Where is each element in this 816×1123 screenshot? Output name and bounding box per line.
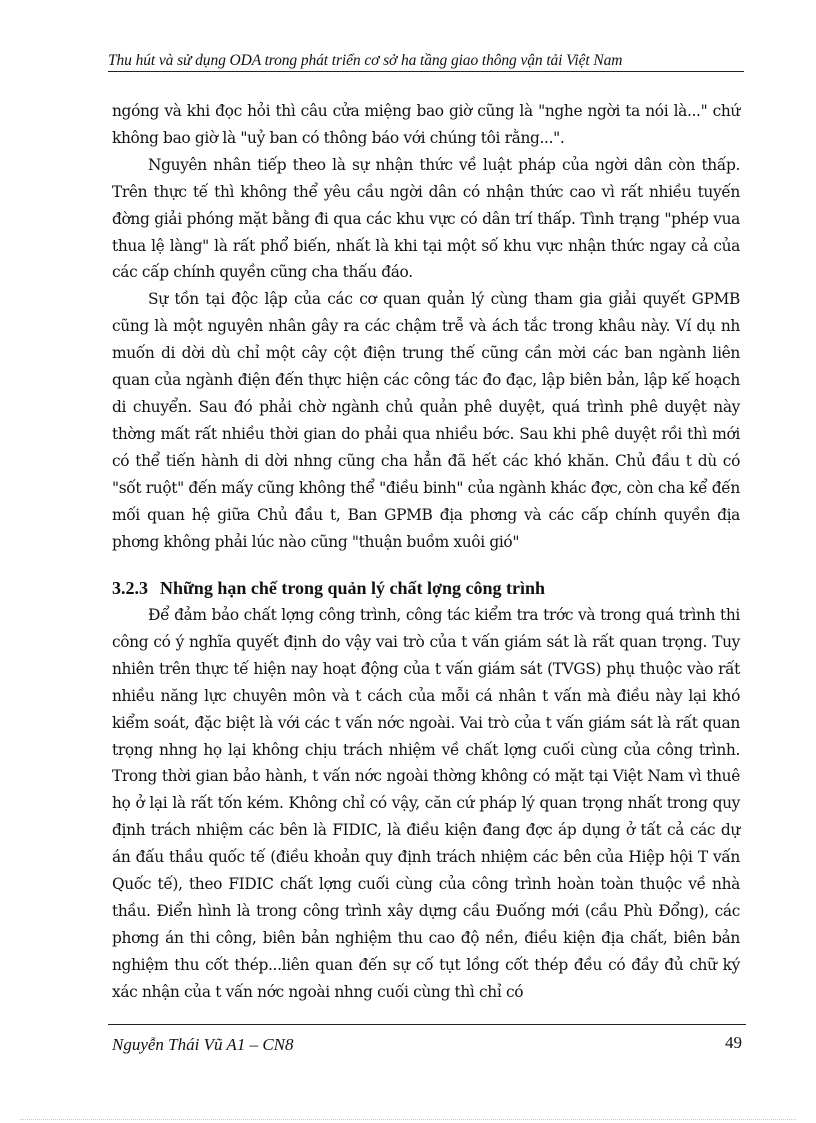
running-header: Thu hút và sử dụng ODA trong phát triển cơ sở ha tầng giao thông vận tải Việt Nam	[108, 52, 623, 69]
header-divider	[108, 71, 744, 72]
paragraph: Nguyên nhân tiếp theo là sự nhận thức về luật pháp của ngời dân còn thấp. Trên thực tế thì không thể yêu cầu ngời dân có nhận thức cao vì rất nhiều tuyến đờng giải phóng mặt bằng đi qua các khu vực có dân trí thấp. Tình trạng "phép vua thua lệ làng" là rất phổ biến, nhất là khi tại một số khu vực nhận thức ngay cả của các cấp chính quyền cũng cha thấu đáo.	[112, 155, 740, 282]
body-text	[112, 98, 740, 555]
section-body-text	[112, 602, 740, 1006]
section-number: 3.2.3	[112, 578, 148, 598]
section-heading	[112, 578, 740, 599]
page-number: 49	[725, 1033, 742, 1052]
paragraph: Để đảm bảo chất lợng công trình, công tác kiểm tra trớc và trong quá trình thi công có ý nghĩa quyết định do vậy vai trò của t vấn giám sát là rất quan trọng. Tuy nhiên trên thực tế hiện nay hoạt động của t vấn giám sát (TVGS) phụ thuộc vào rất nhiều năng lực chuyên môn và t cách của mỗi cá nhân t vấn mà điều này lại khó kiểm soát, đặc biệt là với các t vấn nớc ngoài. Vai trò của t vấn giám sát là rất quan trọng nhng họ lại không chịu trách nhiệm về chất lợng cuối cùng của công trình. Trong thời gian bảo hành, t vấn nớc ngoài thờng không có mặt tại Việt Nam vì thuê họ ở lại là rất tốn kém. Không chỉ có vậy, căn cứ pháp lý quan trọng nhất trong quy định trách nhiệm các bên là FIDIC, là điều kiện đang đợc áp dụng ở tất cả các dự án đấu thầu quốc tế (điều khoản quy định trách nhiệm các bên của Hiệp hội T vấn Quốc tế), theo FIDIC chất lợng cuối cùng của công trình hoàn toàn thuộc về nhà thầu. Điển hình là trong công trình xây dựng cầu Đuống mới (cầu Phù Đổng), các phơng án thi công, biên bản nghiệm thu cao độ nền, điều kiện địa chất, biên bản nghiệm thu cốt thép...liên quan đến sự cố tụt lồng cốt thép đều có đầy đủ chữ ký xác nhận của t vấn nớc ngoài nhng cuối cùng thì chỉ có	[112, 606, 740, 1001]
footer-divider	[108, 1024, 746, 1025]
page-edge-divider	[20, 1119, 796, 1120]
footer-author: Nguyễn Thái Vũ A1 – CN8	[112, 1035, 294, 1054]
paragraph: Sự tồn tại độc lập của các cơ quan quản lý cùng tham gia giải quyết GPMB cũng là một nguyên nhân gây ra các chậm trễ và ách tắc trong khâu này. Ví dụ nh muốn di dời dù chỉ một cây cột điện trung thế cũng cần mời các ban ngành liên quan của ngành điện đến thực hiện các công tác đo đạc, lập biên bản, lập kế hoạch di chuyển. Sau đó phải chờ ngành chủ quản phê duyệt, quá trình phê duyệt này thờng mất rất nhiều thời gian do phải qua nhiều bớc. Sau khi phê duyệt rồi thì mới có thể tiến hành di dời nhng cũng cha hẳn đã hết các khó khăn. Chủ đầu t dù có "sốt ruột" đến mấy cũng không thể "điều binh" của ngành khác đợc, còn cha kể đến mối quan hệ giữa Chủ đầu t, Ban GPMB địa phơng và các cấp chính quyền địa phơng không phải lúc nào cũng "thuận buồm xuôi gió"	[112, 290, 740, 551]
section-title: Những hạn chế trong quản lý chất lợng công trình	[160, 578, 546, 598]
paragraph-continued: ngóng và khi đọc hỏi thì câu cửa miệng bao giờ cũng là "nghe ngời ta nói là..." chứ không bao giờ là "uỷ ban có thông báo với chúng tôi rằng...".	[112, 102, 740, 147]
